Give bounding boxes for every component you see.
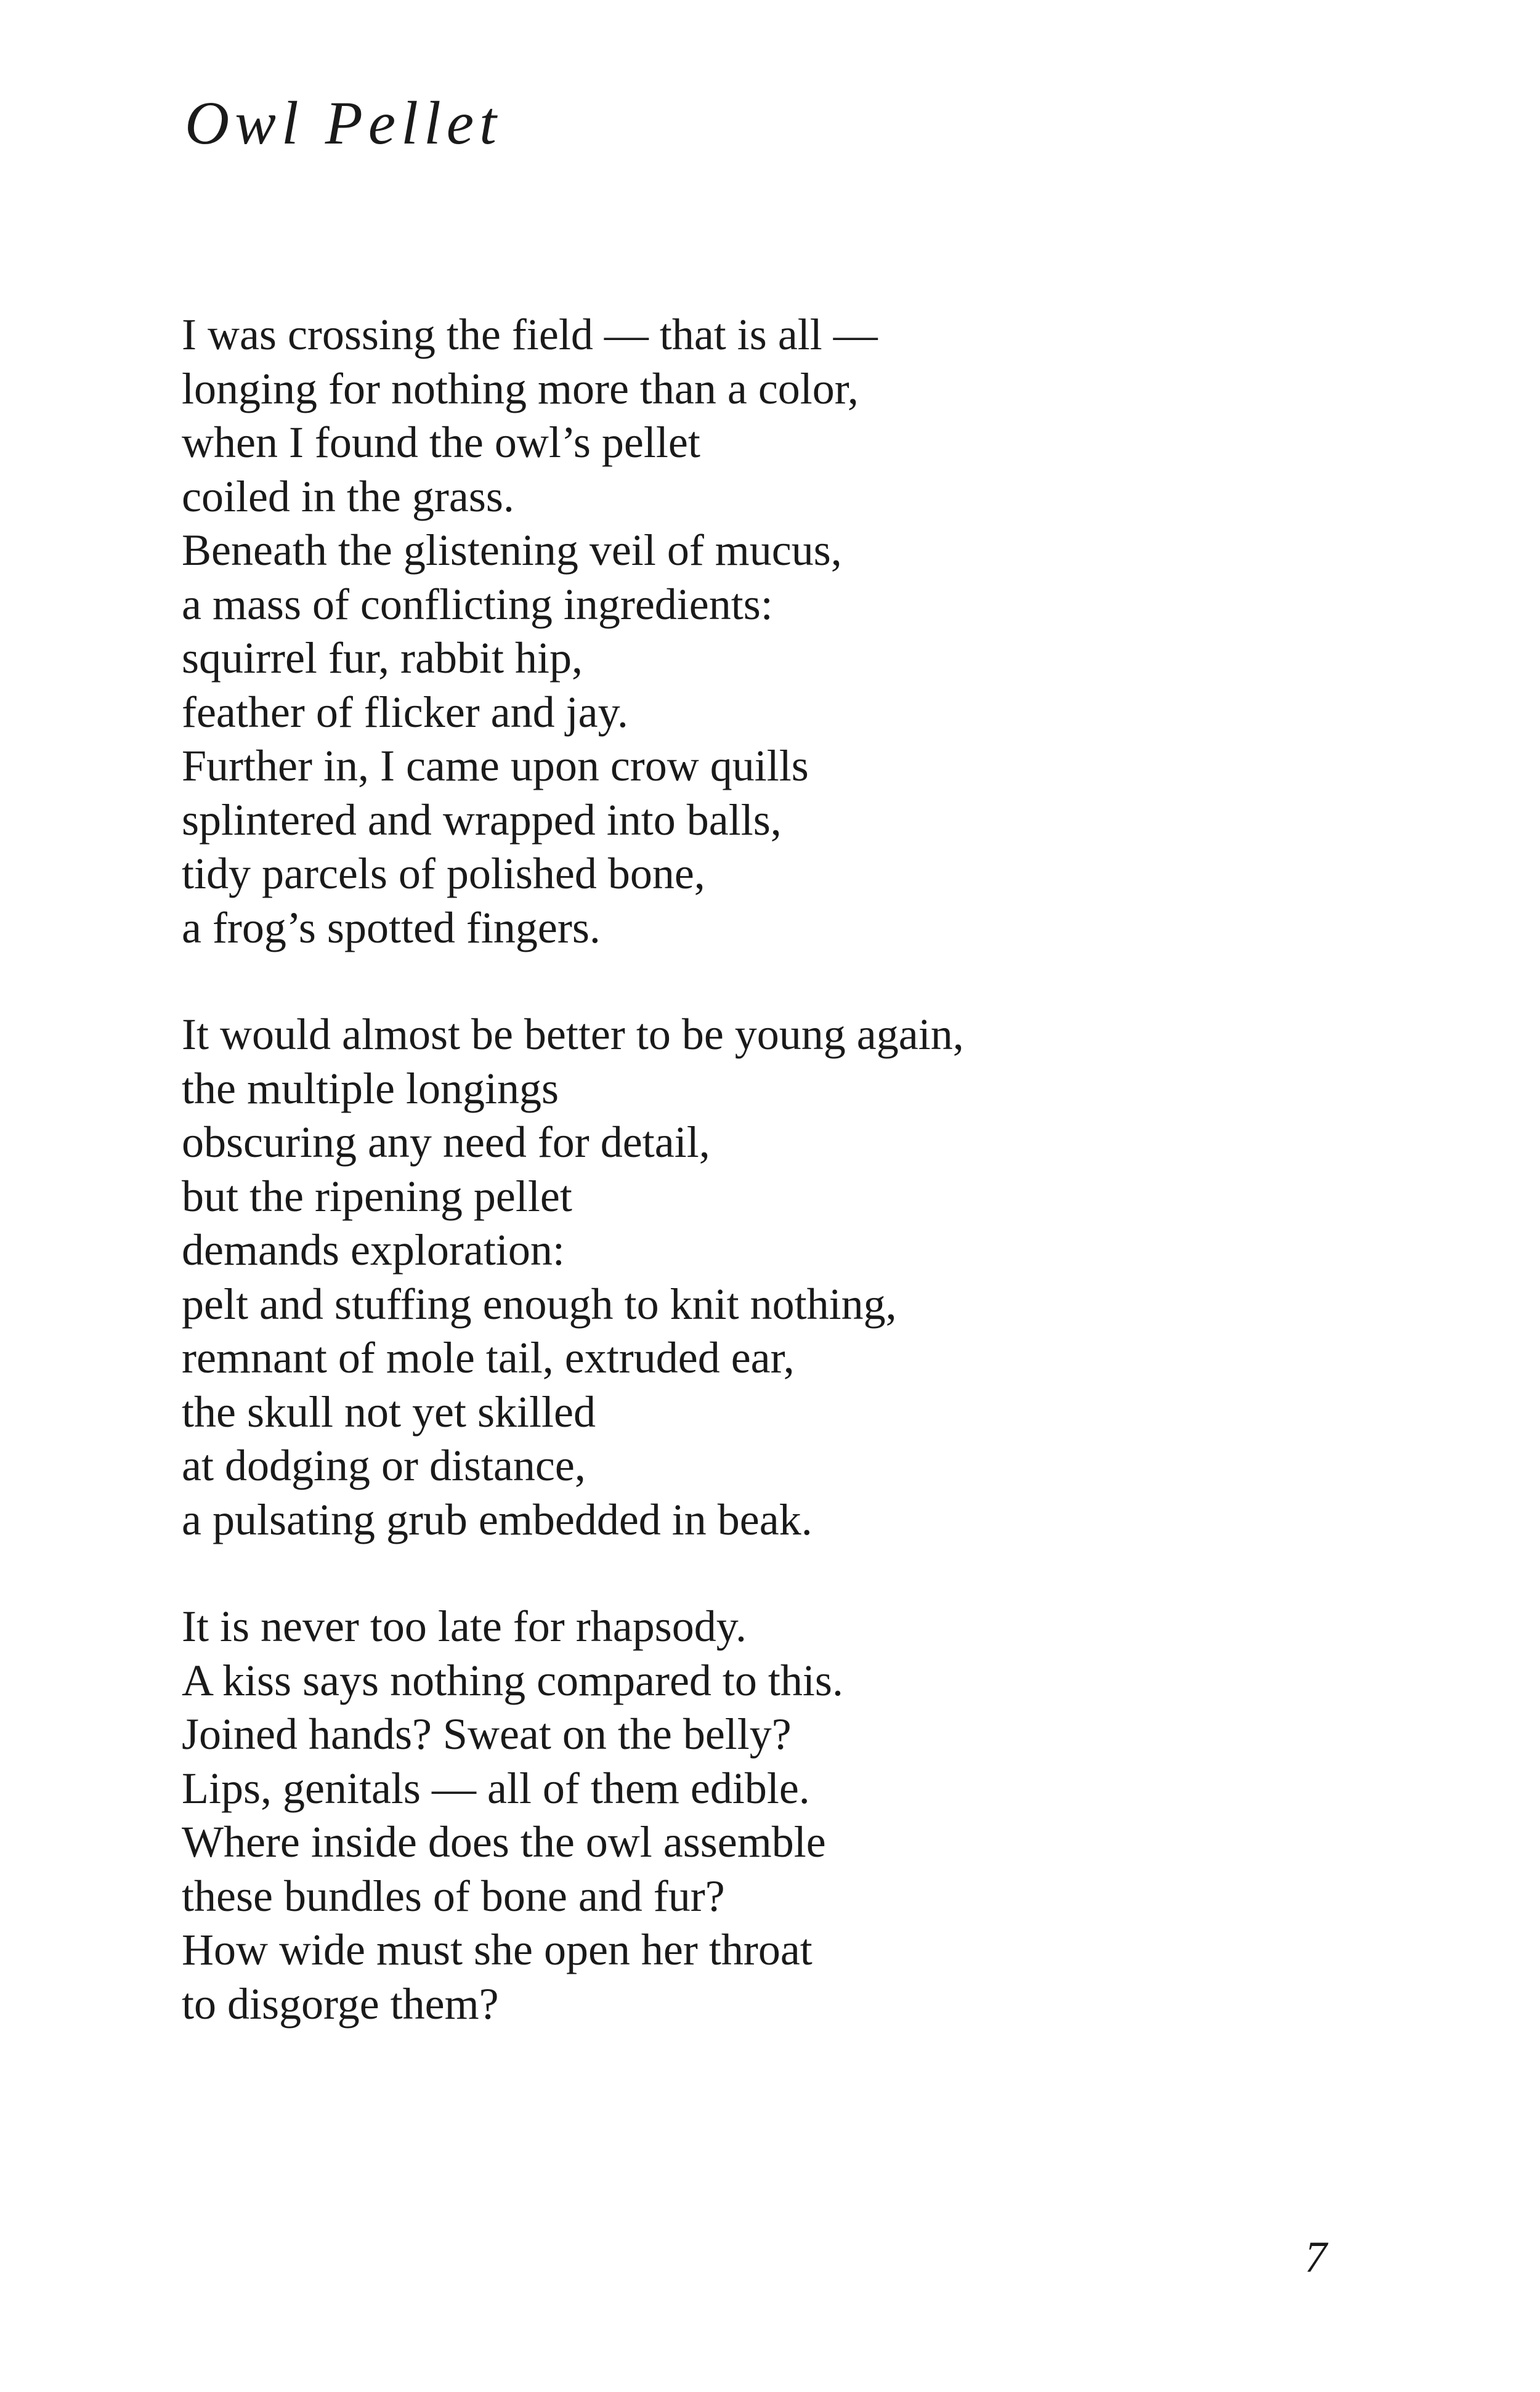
page-number: 7 bbox=[1305, 2232, 1327, 2282]
poem-title: Owl Pellet bbox=[185, 89, 502, 157]
poem-line: Joined hands? Sweat on the belly? bbox=[182, 1709, 792, 1759]
poem-line: Lips, genitals — all of them edible. bbox=[182, 1763, 810, 1813]
poem-line: but the ripening pellet bbox=[182, 1171, 572, 1221]
poem-line: A kiss says nothing compared to this. bbox=[182, 1655, 843, 1705]
poem-line: I was crossing the field — that is all — bbox=[182, 310, 878, 359]
poem-line: demands exploration: bbox=[182, 1225, 565, 1275]
stanza-2 bbox=[182, 1008, 1414, 1547]
poem-body bbox=[182, 308, 1414, 2084]
poem-line: to disgorge them? bbox=[182, 1979, 499, 2029]
poem-line: squirrel fur, rabbit hip, bbox=[182, 633, 583, 683]
poem-line: the multiple longings bbox=[182, 1063, 559, 1113]
poem-line: a mass of conflicting ingredients: bbox=[182, 579, 773, 629]
poem-line: Further in, I came upon crow quills bbox=[182, 741, 809, 790]
poem-line: pelt and stuffing enough to knit nothing, bbox=[182, 1279, 897, 1329]
poem-line: coiled in the grass. bbox=[182, 471, 514, 521]
poem-line: feather of flicker and jay. bbox=[182, 687, 628, 737]
poem-line: these bundles of bone and fur? bbox=[182, 1871, 725, 1921]
poem-line: How wide must she open her throat bbox=[182, 1925, 813, 1974]
poem-line: a frog’s spotted fingers. bbox=[182, 902, 601, 952]
stanza-3 bbox=[182, 1600, 1414, 2031]
poem-line: longing for nothing more than a color, bbox=[182, 363, 859, 413]
poem-line: Where inside does the owl assemble bbox=[182, 1817, 826, 1867]
poem-line: at dodging or distance, bbox=[182, 1441, 586, 1490]
stanza-1 bbox=[182, 308, 1414, 955]
poem-line: tidy parcels of polished bone, bbox=[182, 849, 705, 898]
poem-line: Beneath the glistening veil of mucus, bbox=[182, 525, 842, 575]
poem-line: obscuring any need for detail, bbox=[182, 1117, 710, 1167]
poem-line: when I found the owl’s pellet bbox=[182, 418, 700, 467]
poem-line: a pulsating grub embedded in beak. bbox=[182, 1494, 813, 1544]
poem-line: splintered and wrapped into balls, bbox=[182, 795, 782, 845]
poem-line: the skull not yet skilled bbox=[182, 1387, 596, 1437]
poem-line: It is never too late for rhapsody. bbox=[182, 1602, 747, 1651]
poem-line: remnant of mole tail, extruded ear, bbox=[182, 1333, 795, 1382]
poem-line: It would almost be better to be young again, bbox=[182, 1010, 964, 1059]
